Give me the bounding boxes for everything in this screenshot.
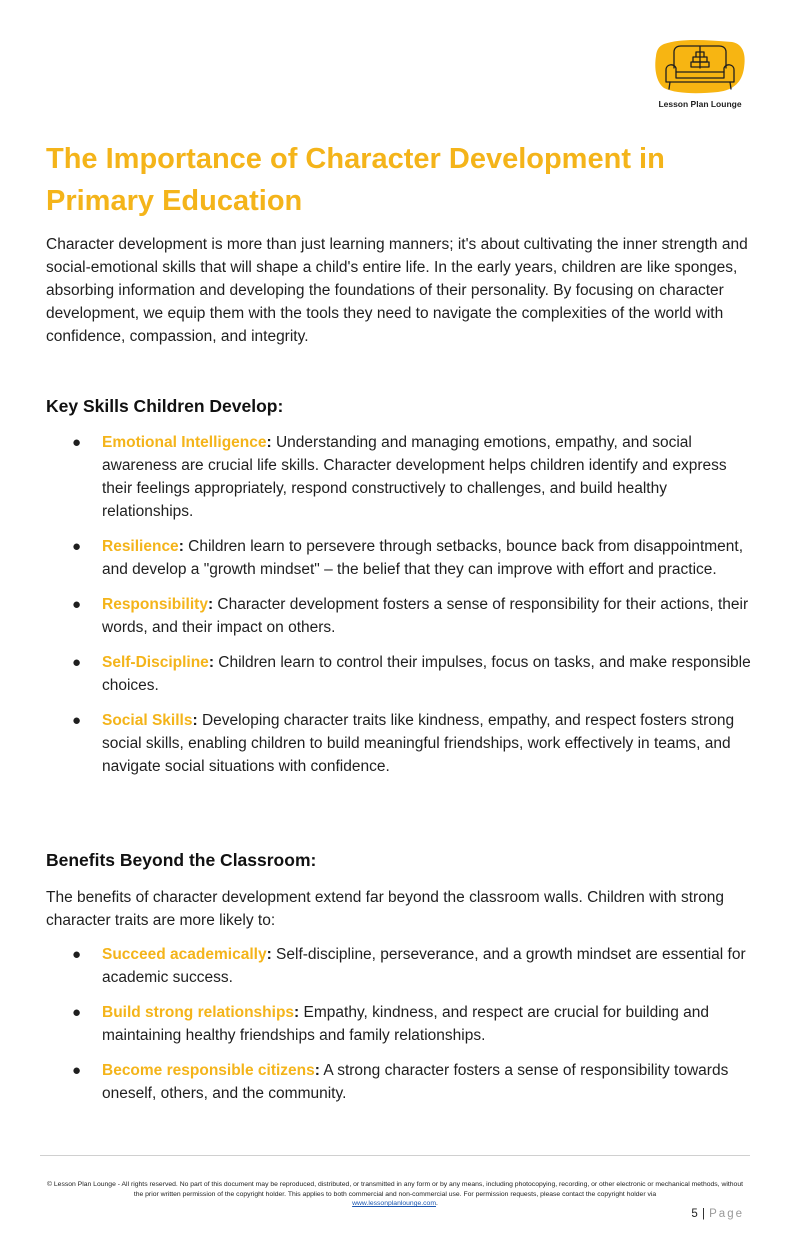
list-item: ● Emotional Intelligence: Understanding and managing emotions, empathy, and social awareness are crucial life skills. Character development helps children identify and express their feelings appropriately, respond constructively to challenges, and build healthy relationships. xyxy=(46,431,751,523)
page-number xyxy=(691,1208,744,1220)
key-skills-list xyxy=(46,431,751,790)
bullet-icon: ● xyxy=(72,596,82,613)
benefit-description: Self-discipline, perseverance, and a growth mindset are essential for academic success. xyxy=(102,946,746,986)
bullet-icon: ● xyxy=(72,654,82,671)
list-item: ● Responsibility: Character development fosters a sense of responsibility for their actions, their words, and their impact on others. xyxy=(46,593,751,639)
list-item: ● Become responsible citizens: A strong character fosters a sense of responsibility towards oneself, others, and the community. xyxy=(46,1059,751,1105)
benefit-term: Succeed academically xyxy=(102,946,267,963)
list-item: ● Build strong relationships: Empathy, kindness, and respect are crucial for building and maintaining healthy friendships and family relationships. xyxy=(46,1001,751,1047)
bullet-icon: ● xyxy=(72,434,82,451)
logo-text: Lesson Plan Lounge xyxy=(658,99,742,109)
skill-description: Developing character traits like kindness, empathy, and respect fosters strong social skills, enabling children to build meaningful friendships, work effectively in teams, and navigate social situations with confidence. xyxy=(102,712,735,775)
list-item: ● Self-Discipline: Children learn to control their impulses, focus on tasks, and make responsible choices. xyxy=(46,651,751,697)
benefit-term: Build strong relationships xyxy=(102,1004,295,1021)
page-separator: | xyxy=(701,1208,706,1220)
benefit-term: Become responsible citizens xyxy=(102,1062,315,1079)
page-title: The Importance of Character Development in Primary Education xyxy=(46,143,665,217)
skill-term: Responsibility xyxy=(102,596,208,613)
bullet-icon: ● xyxy=(72,1004,82,1021)
website-link[interactable]: www.lessonplanlounge.com xyxy=(352,1200,436,1207)
benefit-description: A strong character fosters a sense of responsibility towards oneself, others, and the community. xyxy=(102,1062,729,1102)
skill-term: Self-Discipline xyxy=(102,654,209,671)
benefits-list xyxy=(46,943,751,1117)
skill-term: Emotional Intelligence xyxy=(102,434,267,451)
key-skills-heading: Key Skills Children Develop: xyxy=(46,396,284,416)
bullet-icon: ● xyxy=(72,712,82,729)
skill-term: Resilience xyxy=(102,538,179,555)
bullet-icon: ● xyxy=(72,538,82,555)
list-item: ● Social Skills: Developing character traits like kindness, empathy, and respect fosters strong social skills, enabling children to build meaningful friendships, work effectively in teams, and navigate social situations with confidence. xyxy=(46,709,751,778)
intro-paragraph: Character development is more than just learning manners; it's about cultivating the inner strength and social-emotional skills that will shape a child's entire life. In the early years, children are like sponges, absorbing information and developing the foundations of their personality. By focusing on character development, we equip them with the tools they need to navigate the complexities of the world with confidence, compassion, and integrity. xyxy=(46,236,748,345)
benefits-heading: Benefits Beyond the Classroom: xyxy=(46,850,317,870)
copyright-text: © Lesson Plan Lounge - All rights reserved. No part of this document may be reproduced, distributed, or transmitted in any form or by any means, including photocopying, recording, or other electronic or mechanical methods, without the prior written permission of the copyright holder. This applies to both commercial and non-commercial use. For permission requests, please contact the copyright holder via xyxy=(46,1181,743,1198)
skill-description: Understanding and managing emotions, empathy, and social awareness are crucial life skills. Character development helps children identify and express their feelings appropriately, respond constructively to challenges, and build healthy relationships. xyxy=(102,434,727,520)
bullet-icon: ● xyxy=(72,1062,82,1079)
benefit-description: Empathy, kindness, and respect are crucial for building and maintaining healthy friendships and family relationships. xyxy=(102,1004,710,1044)
skill-term: Social Skills xyxy=(102,712,193,729)
footer-copyright: © Lesson Plan Lounge - All rights reserved. No part of this document may be reproduced, distributed, or transmitted in any form or by any means, including photocopying, recording, or other electronic or mechanical methods, without the prior written permission of the copyright holder. This applies to both commercial and non-commercial use. For permission requests, please contact the copyright holder via www.lessonplanlounge.com. xyxy=(46,1181,743,1207)
benefits-intro-paragraph: The benefits of character development extend far beyond the classroom walls. Children with strong character traits are more likely to: xyxy=(46,889,725,929)
skill-description: Children learn to persevere through setbacks, bounce back from disappointment, and develop a "growth mindset" – the belief that they can improve with effort and practice. xyxy=(102,538,744,578)
list-item: ● Succeed academically: Self-discipline, perseverance, and a growth mindset are essential for academic success. xyxy=(46,943,751,989)
skill-description: Character development fosters a sense of responsibility for their actions, their words, and their impact on others. xyxy=(102,596,749,636)
skill-description: Children learn to control their impulses, focus on tasks, and make responsible choices. xyxy=(102,654,751,694)
sofa-icon xyxy=(654,38,746,96)
list-item: ● Resilience: Children learn to persevere through setbacks, bounce back from disappointment, and develop a "growth mindset" – the belief that they can improve with effort and practice. xyxy=(46,535,751,581)
logo xyxy=(652,38,748,109)
footer-divider xyxy=(40,1155,750,1156)
bullet-icon: ● xyxy=(72,946,82,963)
page-number-value: 5 xyxy=(691,1208,699,1220)
page-label: Page xyxy=(709,1208,744,1220)
